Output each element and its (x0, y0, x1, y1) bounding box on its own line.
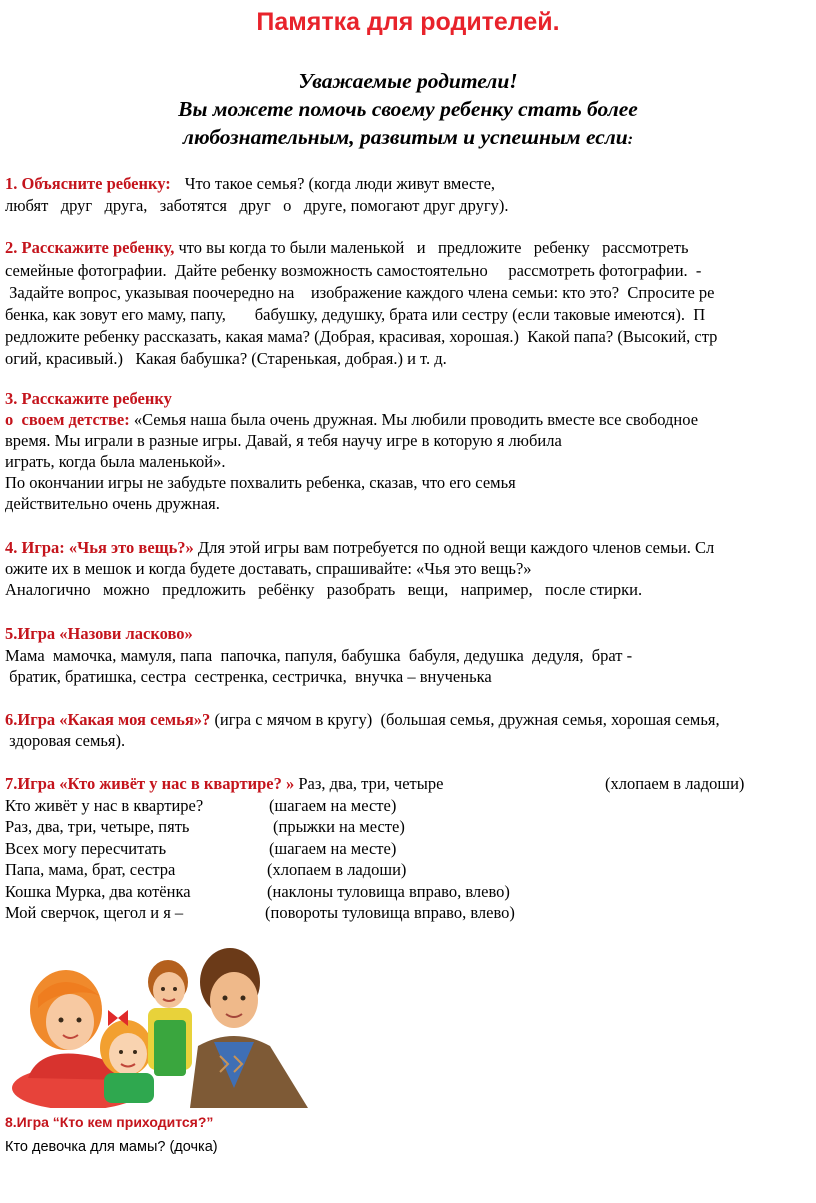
s3-heading-1: 3. Расскажите ребенку (5, 389, 172, 408)
s3-line-4: По окончании игры не забудьте похвалить ребенка, сказав, что его семья (5, 473, 516, 492)
s7-action-6: (наклоны туловища вправо, влево) (267, 882, 510, 901)
girl-dress (104, 1073, 154, 1103)
s7-action-4: (шагаем на месте) (269, 839, 397, 858)
intro-block (0, 67, 816, 154)
s6-line-1: 6.Игра «Какая моя семья»? (игра с мячом в кругу) (большая семья, дружная семья, хорошая семья, (5, 710, 720, 729)
s3-heading-2: о своем детстве: (5, 410, 130, 429)
s5-heading: 5.Игра «Назови ласково» (5, 624, 193, 643)
s7-line-1: 7.Игра «Кто живёт у нас в квартире? » Раз, два, три, четыре (5, 774, 444, 793)
s6-line-2: здоровая семья). (5, 731, 126, 750)
s7-line-6: Кошка Мурка, два котёнка (5, 882, 191, 901)
s7-action-3: (прыжки на месте) (273, 817, 405, 836)
father-face (210, 972, 258, 1028)
s4-heading: 4. Игра: «Чья это вещь?» (5, 538, 194, 557)
s8-heading: 8.Игра “Кто кем приходится?” (5, 1114, 214, 1130)
intro-line-1: Уважаемые родители! (298, 69, 518, 93)
s7-action-7: (повороты туловища вправо, влево) (265, 903, 515, 922)
boy-face (153, 972, 185, 1008)
s4-line-1: 4. Игра: «Чья это вещь?» Для этой игры вам потребуется по одной вещи каждого членов семьи. Сл (5, 538, 715, 557)
s2-heading: 2. Расскажите ребенку, (5, 238, 175, 257)
intro-line-2: Вы можете помочь своему ребенку стать более (178, 97, 638, 121)
s8-line-1: Кто девочка для мамы? (дочка) (5, 1139, 218, 1155)
s2-line-2: семейные фотографии. Дайте ребенку возможность самостоятельно рассмотреть фотографии. - (5, 261, 702, 280)
s1-line-2: любят друг друга, заботятся друг о друге, помогают друг другу). (5, 196, 509, 215)
s1-line-1: 1. Объясните ребенку: Что такое семья? (когда люди живут вместе, (5, 174, 496, 193)
s2-line-3: Задайте вопрос, указывая поочередно на изображение каждого члена семьи: кто это? Спросите ре (5, 283, 715, 302)
page-title: Памятка для родителей. (256, 8, 560, 36)
s2-line-1: 2. Расскажите ребенку, что вы когда то были маленькой и предложите ребенку рассмотреть (5, 238, 689, 257)
s5-line-2: братик, братишка, сестра сестренка, сестричка, внучка – внученька (5, 667, 492, 686)
s7-action-1: (хлопаем в ладоши) (605, 774, 745, 793)
s4-line-3: Аналогично можно предложить ребёнку разобрать вещи, например, после стирки. (5, 580, 643, 599)
girl-face (109, 1033, 147, 1075)
s7-line-5: Папа, мама, брат, сестра (5, 860, 176, 879)
s3-line-3: играть, когда была маленькой». (5, 452, 226, 471)
s3-line-1: о своем детстве: «Семья наша была очень дружная. Мы любили проводить вместе все свободное (5, 410, 699, 429)
s2-line-4: бенка, как зовут его маму, папу, бабушку, дедушку, брата или сестру (если таковые имеются). П (5, 305, 706, 324)
s7-action-2: (шагаем на месте) (269, 796, 397, 815)
s7-line-2: Кто живёт у нас в квартире? (5, 796, 204, 815)
s7-line-3: Раз, два, три, четыре, пять (5, 817, 190, 836)
s3-line-5: действительно очень дружная. (5, 494, 220, 513)
s6-heading: 6.Игра «Какая моя семья»? (5, 710, 211, 729)
mother-face (46, 994, 94, 1050)
s2-line-6: огий, красивый.) Какая бабушка? (Старенькая, добрая.) и т. д. (5, 349, 447, 368)
s4-line-2: ожите их в мешок и когда будете доставать, спрашивайте: «Чья это вещь?» (5, 559, 532, 578)
boy-overalls (154, 1020, 186, 1076)
s7-heading: 7.Игра «Кто живёт у нас в квартире? » (5, 774, 295, 793)
s3-line-2: время. Мы играли в разные игры. Давай, я тебя научу игре в которую я любила (5, 431, 562, 450)
intro-line-3: любознательным, развитым и успешным если: (182, 125, 634, 149)
s7-line-4: Всех могу пересчитать (5, 839, 167, 858)
s2-line-5: редложите ребенку рассказать, какая мама? (Добрая, красивая, хорошая.) Какой папа? (Высокий, стр (5, 327, 718, 346)
s7-line-7: Мой сверчок, щегол и я – (5, 903, 184, 922)
family-illustration (8, 938, 333, 1108)
s1-heading: 1. Объясните ребенку: (5, 174, 171, 193)
s7-action-5: (хлопаем в ладоши) (267, 860, 407, 879)
s5-line-1: Мама мамочка, мамуля, папа папочка, папуля, бабушка бабуля, дедушка дедуля, брат - (5, 646, 633, 665)
